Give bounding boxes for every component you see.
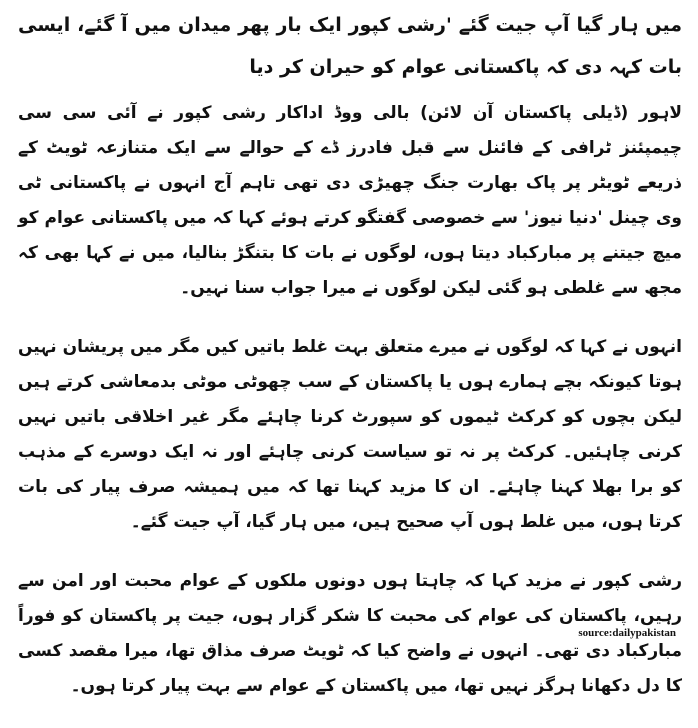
paragraph: رشی کپور نے مزید کہا کہ چاہتا ہوں دونوں ملکوں کے عوام محبت اور امن سے رہیں، پاکستان کی عوام کی محبت کا شکر گزار ہوں، جیت پر پاکستان کو فوراً مبارکباد دی تھی۔ انہوں نے واضح کیا کہ ٹویٹ صرف مذاق تھا، میرا مقصد کسی کا دل دکھانا ہرگز نہیں تھا، میں پاکستان کے عوام سے بہت پیار کرتا ہوں۔	[18, 571, 682, 696]
headline: میں ہار گیا آپ جیت گئے 'رشی کپور ایک بار پھر میدان میں آ گئے، ایسی بات کہہ دی کہ پاکستانی عوام کو حیران کر دیا	[18, 14, 682, 78]
source-credit: source:dailypakistan	[578, 627, 676, 639]
paragraph: لاہور (ڈیلی پاکستان آن لائن) بالی ووڈ اداکار رشی کپور نے آئی سی سی چیمپئنز ٹرافی کے فائنل سے قبل فادرز ڈے کے حوالے سے ایک متنازعہ ٹویٹ کے ذریعے ٹویٹر پر پاک بھارت جنگ چھیڑی دی تھی تاہم آج انہوں نے پاکستانی ٹی وی چینل 'دنیا نیوز' سے خصوصی گفتگو کرتے ہوئے کہا کہ میں پاکستانی عوام کو میچ جیتنے پر مبارکباد دیتا ہوں، لوگوں نے بات کا بتنگڑ بنالیا، میں نے کہا بھی کہ مجھ سے غلطی ہو گئی لیکن لوگوں نے میرا جواب سنا نہیں۔	[18, 103, 682, 298]
paragraph: انہوں نے کہا کہ لوگوں نے میرے متعلق بہت غلط باتیں کیں مگر میں پریشان نہیں ہوتا کیونکہ بچے ہمارے ہوں یا پاکستان کے سب چھوٹی موٹی بدمعاشی کرتے ہیں لیکن بچوں کو کرکٹ ٹیموں کو سپورٹ کرنا چاہئے مگر غیر اخلاقی باتیں نہیں کرنی چاہئیں۔ کرکٹ پر نہ تو سیاست کرنی چاہئے اور نہ ایک دوسرے کے مذہب کو برا بھلا کہنا چاہئے۔ ان کا مزید کہنا تھا کہ میں ہمیشہ صرف پیار کی بات کرتا ہوں، میں غلط ہوں آپ صحیح ہیں، میں ہار گیا، آپ جیت گئے۔	[18, 337, 682, 532]
article	[18, 4, 682, 728]
